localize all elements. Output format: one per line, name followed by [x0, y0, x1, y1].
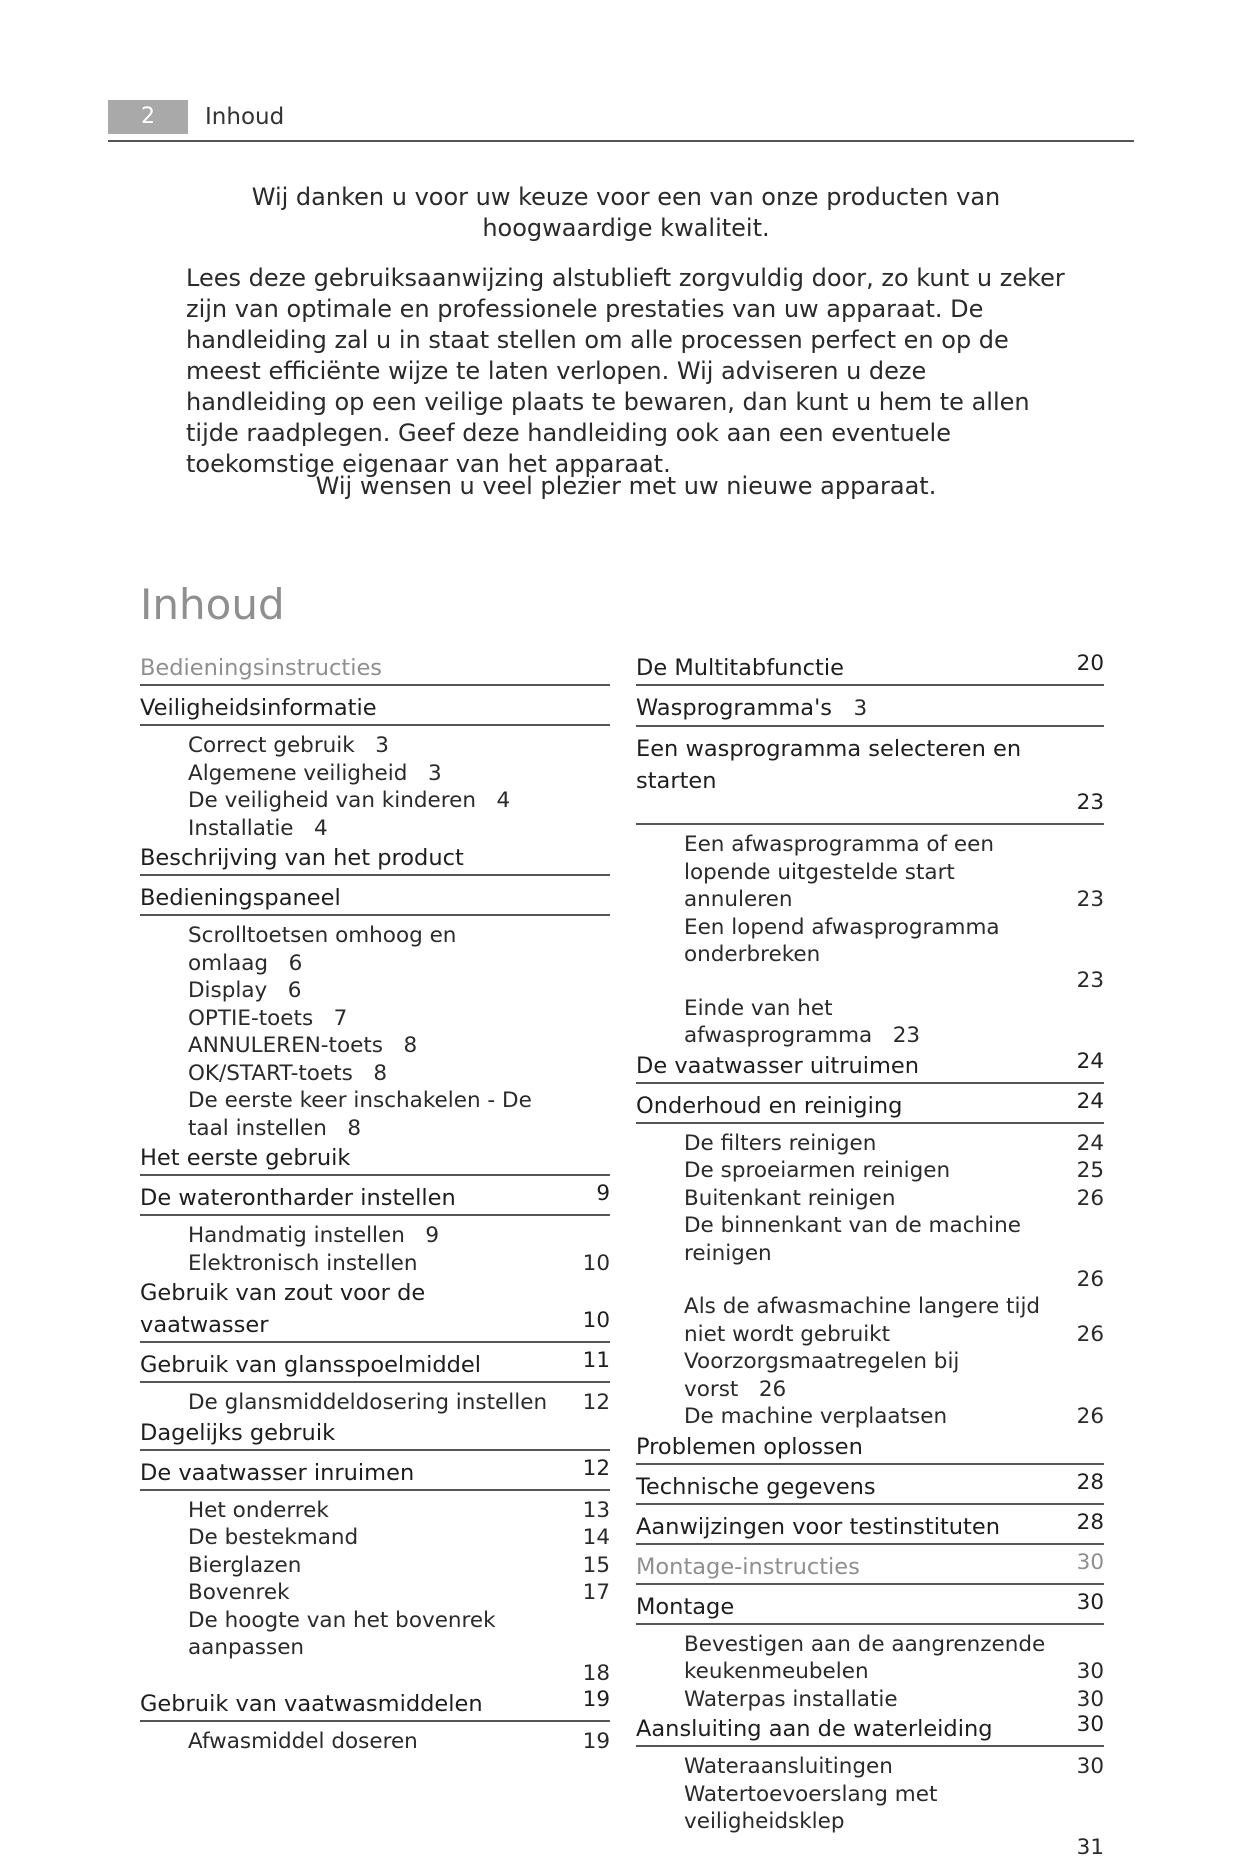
toc-section[interactable] [140, 842, 610, 876]
toc-entry-title: Montage-instructies [636, 1553, 860, 1580]
toc-entry-title: Correct gebruik 3 [188, 733, 389, 758]
toc-entry-title: De sproeiarmen reinigen [684, 1158, 951, 1183]
toc-entry-inline-page: 4 [314, 815, 328, 841]
toc-entry-page: 30 [1076, 1686, 1104, 1712]
toc-entry-title: De eerste keer inschakelen - De taal instellen 8 [188, 1088, 532, 1141]
toc-entry-title: Bovenrek [188, 1580, 290, 1605]
toc-entry[interactable] [636, 1212, 1104, 1293]
toc-left-column [140, 652, 610, 1755]
toc-entry-page: 19 [582, 1686, 610, 1712]
toc-entry-title: Scrolltoetsen omhoog en omlaag 6 [188, 923, 457, 976]
toc-entry[interactable] [140, 1032, 610, 1060]
toc-entry-inline-page: 23 [892, 1023, 921, 1048]
toc-entry-inline-page: 6 [288, 950, 303, 976]
page-number: 2 [108, 100, 188, 134]
toc-title: Inhoud [140, 580, 285, 629]
toc-entry-page: 10 [582, 1250, 610, 1276]
toc-entry-page: 31 [1076, 1835, 1104, 1860]
toc-entry-title: De binnenkant van de machine reinigen [684, 1213, 1021, 1266]
toc-entry[interactable] [140, 1060, 610, 1088]
toc-entry-page: 26 [1076, 1404, 1104, 1429]
toc-entry-title: De filters reinigen [684, 1130, 877, 1156]
toc-entry-page: 12 [582, 1390, 610, 1415]
toc-entry-title: Problemen oplossen [636, 1433, 863, 1460]
toc-entry-page: 24 [1076, 1130, 1104, 1156]
toc-section[interactable] [636, 733, 1104, 825]
toc-entry-title: Gebruik van glansspoelmiddel [140, 1352, 482, 1378]
toc-entry-title: De machine verplaatsen [684, 1404, 948, 1429]
toc-entry-title: Als de afwasmachine langere tijd niet wordt gebruikt [684, 1294, 1041, 1347]
toc-entry-page: 26 [1076, 1321, 1104, 1347]
toc-entry-title: Display 6 [188, 978, 302, 1003]
toc-entry-inline-page: 8 [403, 1033, 418, 1058]
toc-entry-page: 13 [582, 1497, 610, 1523]
toc-entry[interactable] [140, 1607, 610, 1688]
toc-entry[interactable] [140, 815, 610, 843]
intro-thanks [186, 182, 1066, 244]
toc-entry-page: 26 [1076, 1185, 1104, 1211]
toc-section[interactable] [140, 1142, 610, 1176]
toc-section[interactable] [140, 692, 610, 726]
toc-entry-page: 30 [1076, 1754, 1104, 1779]
toc-entry-inline-page: 8 [347, 1115, 362, 1141]
toc-section[interactable] [636, 1090, 1104, 1124]
toc-entry[interactable] [140, 1087, 610, 1142]
toc-entry-title: De veiligheid van kinderen 4 [188, 788, 511, 813]
toc-entry[interactable] [140, 922, 610, 977]
toc-section[interactable] [636, 1591, 1104, 1625]
toc-entry-page: 9 [596, 1181, 610, 1206]
toc-entry-page: 30 [1076, 1659, 1104, 1684]
toc-entry[interactable] [140, 977, 610, 1005]
toc-entry-title: Voorzorgsmaatregelen bij vorst 26 [684, 1349, 960, 1402]
toc-entry[interactable] [140, 1389, 610, 1417]
toc-entry-page: 19 [582, 1728, 610, 1754]
toc-entry-title: Wateraansluitingen [684, 1754, 893, 1779]
toc-entry-title: Het eerste gebruik [140, 1145, 351, 1171]
toc-section[interactable] [140, 652, 610, 686]
toc-entry-title: De vaatwasser inruimen [140, 1459, 415, 1486]
toc-section[interactable] [636, 1431, 1104, 1465]
toc-entry-title: Gebruik van zout voor de vaatwasser [140, 1280, 426, 1338]
toc-entry-title: Bierglazen [188, 1552, 302, 1578]
toc-entry-title: Een lopend afwasprogramma onderbreken [684, 914, 1000, 967]
toc-entry-inline-page: 26 [758, 1376, 787, 1402]
intro-paragraph: Lees deze gebruiksaanwijzing alstublieft zorgvuldig door, zo kunt u zeker zijn van optimale en professionele prestaties van uw apparaat. De handleiding zal u in staat stellen om alle processen perfect en op de meest efficiënte wijze te laten verlopen. Wij adviseren u deze handleiding op een veilige plaats te bewaren, dan kunt u hem te allen tijde raadplegen. Geef deze handleiding ook aan een eventuele toekomstige eigenaar van het apparaat. [186, 264, 1065, 478]
toc-entry[interactable] [140, 732, 610, 760]
toc-entry[interactable] [140, 1524, 610, 1552]
toc-entry-title: Dagelijks gebruik [140, 1419, 336, 1446]
toc-entry[interactable] [636, 1753, 1104, 1781]
toc-entry-title: Buitenkant reinigen [684, 1185, 896, 1211]
toc-entry-page: 10 [582, 1308, 610, 1333]
toc-section[interactable] [140, 1457, 610, 1491]
toc-entry-page: 18 [582, 1661, 610, 1686]
intro-body [186, 263, 1066, 480]
toc-entry-page: 23 [1076, 790, 1104, 815]
toc-right-column [636, 652, 1104, 1862]
toc-section[interactable] [636, 1511, 1104, 1545]
toc-entry[interactable] [140, 1250, 610, 1278]
toc-entry-title: Aansluiting aan de waterleiding [636, 1716, 993, 1742]
toc-entry-title: Beschrijving van het product [140, 845, 464, 871]
toc-entry-inline-page: 3 [853, 696, 868, 721]
toc-entry[interactable] [636, 1293, 1104, 1348]
toc-entry[interactable] [140, 1579, 610, 1607]
toc-entry-title: Afwasmiddel doseren [188, 1728, 418, 1754]
toc-entry-title: Bevestigen aan de aangrenzende keukenmeubelen [684, 1631, 1046, 1684]
toc-entry-title: Een afwasprogramma of een lopende uitgestelde start annuleren [684, 832, 994, 912]
toc-entry-page: 30 [1076, 1589, 1104, 1615]
toc-entry[interactable] [636, 1157, 1104, 1185]
toc-section[interactable] [636, 1471, 1104, 1505]
toc-section[interactable] [636, 1713, 1104, 1747]
toc-entry-page: 11 [582, 1348, 610, 1373]
toc-entry-inline-page: 8 [373, 1060, 388, 1086]
toc-entry-inline-page: 3 [375, 733, 389, 758]
toc-entry-title: Technische gegevens [636, 1473, 876, 1500]
toc-entry-title: De waterontharder instellen [140, 1185, 456, 1211]
toc-entry-page: 17 [582, 1580, 610, 1605]
toc-entry-title: De hoogte van het bovenrek aanpassen [188, 1607, 496, 1660]
toc-section[interactable] [636, 692, 1104, 727]
toc-entry-inline-page: 7 [333, 1005, 348, 1031]
toc-entry-page: 25 [1076, 1158, 1104, 1183]
toc-entry-page: 23 [1076, 968, 1104, 993]
toc-entry[interactable] [636, 1781, 1104, 1862]
toc-section[interactable] [140, 882, 610, 916]
toc-entry-page: 28 [1076, 1509, 1104, 1535]
toc-entry-title: Aanwijzingen voor testinstituten [636, 1513, 1000, 1540]
running-head: Inhoud [205, 104, 285, 130]
toc-entry-page: 24 [1076, 1088, 1104, 1114]
toc-entry[interactable] [140, 1728, 610, 1756]
toc-entry[interactable] [636, 1185, 1104, 1213]
toc-entry-title: OPTIE-toets 7 [188, 1005, 348, 1031]
toc-entry-title: Waterpas installatie [684, 1686, 898, 1712]
toc-entry-inline-page: 9 [425, 1223, 440, 1248]
toc-section[interactable] [636, 1050, 1104, 1084]
toc-entry[interactable] [140, 1497, 610, 1525]
toc-entry-title: Installatie 4 [188, 815, 328, 841]
toc-entry-page: 15 [582, 1552, 610, 1578]
toc-entry[interactable] [636, 1130, 1104, 1158]
toc-entry-title: OK/START-toets 8 [188, 1060, 388, 1086]
toc-entry-page: 12 [582, 1455, 610, 1481]
toc-entry-page: 23 [1076, 887, 1104, 912]
toc-entry[interactable] [140, 1552, 610, 1580]
toc-entry-title: Een wasprogramma selecteren en starten [636, 736, 1022, 794]
toc-section[interactable] [636, 1551, 1104, 1585]
toc-entry-title: Algemene veiligheid 3 [188, 760, 442, 786]
toc-entry-title: Wasprogramma's 3 [636, 695, 868, 721]
toc-entry[interactable] [636, 914, 1104, 995]
toc-entry-title: De vaatwasser uitruimen [636, 1052, 920, 1079]
wish-text: Wij wensen u veel plezier met uw nieuwe apparaat. [315, 472, 937, 500]
toc-entry[interactable] [636, 995, 1104, 1050]
toc-entry-page: 28 [1076, 1469, 1104, 1495]
toc-entry-title: De bestekmand [188, 1525, 359, 1550]
intro-wish [186, 471, 1066, 502]
toc-section[interactable] [140, 1688, 610, 1722]
toc-entry[interactable] [636, 1348, 1104, 1403]
toc-entry-title: De Multitabfunctie [636, 655, 844, 681]
toc-entry-title: Veiligheidsinformatie [140, 695, 377, 721]
toc-entry-inline-page: 4 [496, 788, 511, 813]
toc-entry[interactable] [636, 1686, 1104, 1714]
toc-entry-title: Bedieningsinstructies [140, 655, 383, 681]
toc-entry-page: 14 [582, 1525, 610, 1550]
toc-entry[interactable] [636, 1403, 1104, 1431]
toc-section[interactable] [140, 1277, 610, 1343]
toc-entry-title: Montage [636, 1593, 735, 1620]
page-header [108, 100, 1134, 142]
toc-entry-page: 26 [1076, 1266, 1104, 1292]
toc-entry-title: Handmatig instellen 9 [188, 1223, 440, 1248]
toc-entry[interactable] [636, 1631, 1104, 1686]
toc-entry-inline-page: 6 [287, 978, 302, 1003]
toc-entry-title: Watertoevoerslang met veiligheidsklep [684, 1781, 938, 1834]
toc-section[interactable] [636, 652, 1104, 686]
toc-entry[interactable] [140, 1222, 610, 1250]
toc-entry-title: Einde van het afwasprogramma 23 [684, 995, 921, 1048]
toc-entry[interactable] [140, 787, 610, 815]
toc-entry-title: Onderhoud en reiniging [636, 1092, 903, 1119]
toc-section[interactable] [140, 1417, 610, 1451]
toc-entry-page: 24 [1076, 1048, 1104, 1074]
toc-entry-page: 20 [1076, 651, 1104, 676]
toc-section[interactable] [140, 1182, 610, 1216]
toc-entry-title: De glansmiddeldosering instellen [188, 1390, 548, 1415]
toc-section[interactable] [140, 1349, 610, 1383]
toc-entry[interactable] [636, 831, 1104, 914]
toc-entry-page: 30 [1076, 1712, 1104, 1737]
toc-entry-title: Elektronisch instellen [188, 1250, 418, 1276]
toc-entry-title: ANNULEREN-toets 8 [188, 1033, 418, 1058]
toc-entry-title: Het onderrek [188, 1497, 329, 1523]
toc-entry-page: 30 [1076, 1549, 1104, 1575]
toc-entry-title: Bedieningspaneel [140, 885, 341, 911]
toc-entry[interactable] [140, 1005, 610, 1033]
toc-entry-title: Gebruik van vaatwasmiddelen [140, 1690, 483, 1717]
toc-entry[interactable] [140, 760, 610, 788]
thanks-text: Wij danken u voor uw keuze voor een van onze producten van hoogwaardige kwaliteit. [251, 183, 1001, 242]
toc-entry-inline-page: 3 [427, 760, 442, 786]
